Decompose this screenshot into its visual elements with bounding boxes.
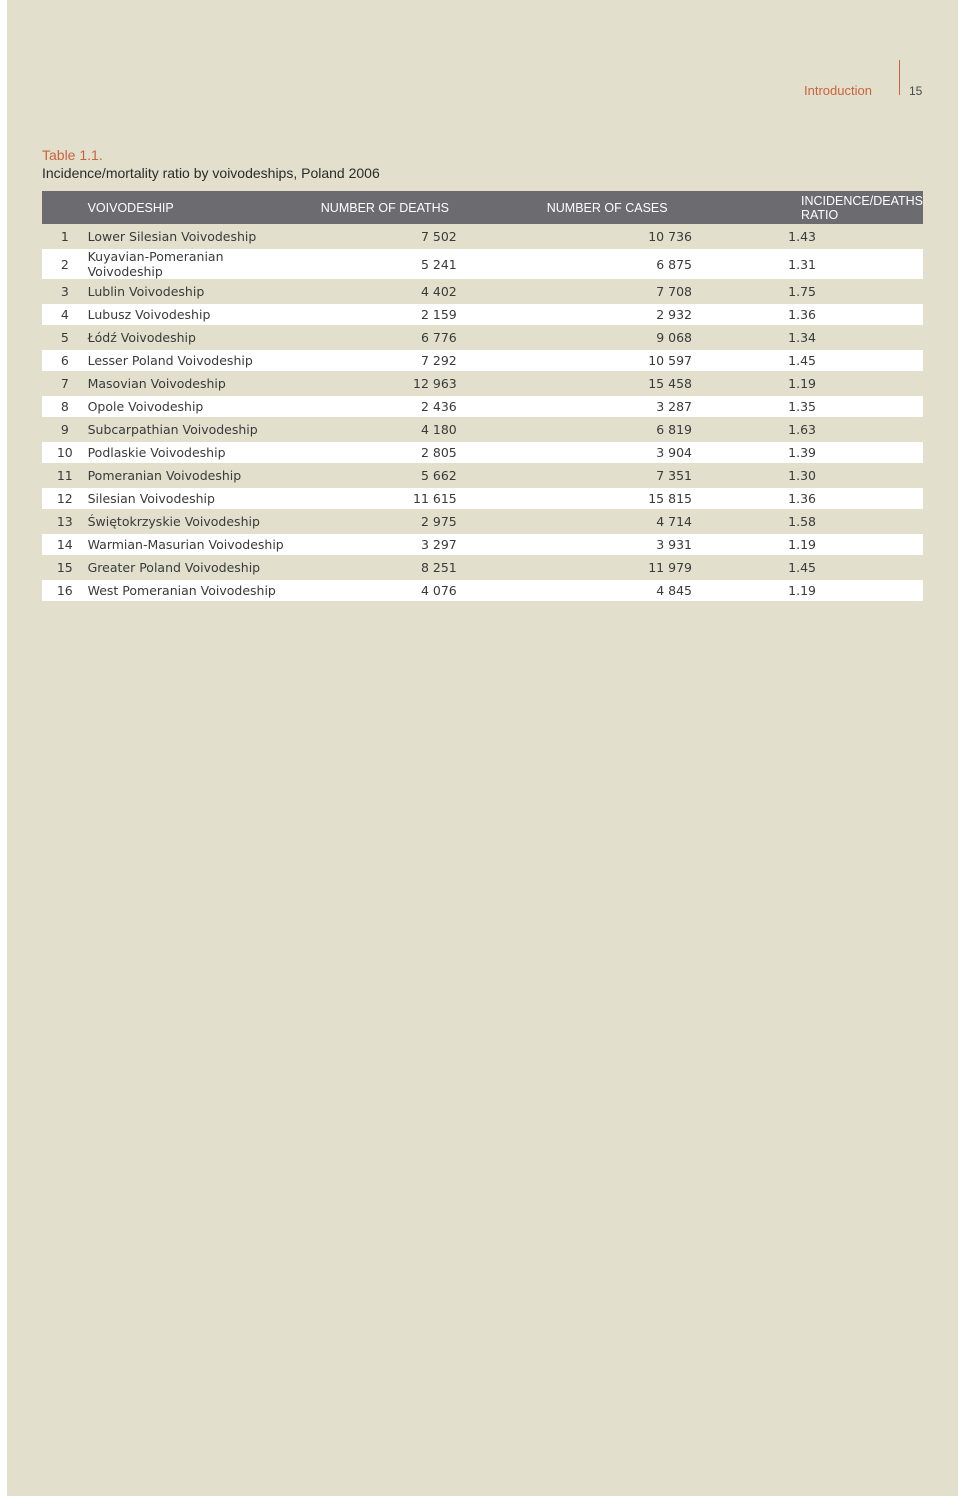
cell-number: 7 bbox=[42, 371, 88, 394]
cell-ratio: 1.36 bbox=[762, 486, 923, 509]
cell-deaths: 6 776 bbox=[301, 325, 532, 348]
column-header-cases: NUMBER OF CASES bbox=[532, 191, 762, 224]
cell-cases: 4 845 bbox=[532, 578, 762, 603]
cell-voivodeship: Lower Silesian Voivodeship bbox=[88, 224, 301, 247]
cell-ratio: 1.31 bbox=[762, 247, 923, 279]
column-header-voivodeship: VOIVODESHIP bbox=[88, 191, 301, 224]
cell-deaths: 4 076 bbox=[301, 578, 532, 603]
cell-deaths: 2 805 bbox=[301, 440, 532, 463]
cell-voivodeship: Subcarpathian Voivodeship bbox=[88, 417, 301, 440]
table-body bbox=[42, 224, 923, 603]
cell-voivodeship: Podlaskie Voivodeship bbox=[88, 440, 301, 463]
cell-ratio: 1.35 bbox=[762, 394, 923, 417]
cell-voivodeship: Łódź Voivodeship bbox=[88, 325, 301, 348]
cell-number: 5 bbox=[42, 325, 88, 348]
column-header-ratio: INCIDENCE/DEATHS RATIO bbox=[762, 191, 923, 224]
cell-number: 4 bbox=[42, 302, 88, 325]
table-row bbox=[42, 325, 923, 348]
cell-ratio: 1.43 bbox=[762, 224, 923, 247]
table-row bbox=[42, 555, 923, 578]
cell-voivodeship: Silesian Voivodeship bbox=[88, 486, 301, 509]
cell-voivodeship: Lublin Voivodeship bbox=[88, 279, 301, 302]
table-caption-label: Table 1.1. bbox=[42, 147, 103, 163]
cell-ratio: 1.19 bbox=[762, 578, 923, 603]
cell-deaths: 12 963 bbox=[301, 371, 532, 394]
cell-number: 16 bbox=[42, 578, 88, 603]
cell-cases: 10 597 bbox=[532, 348, 762, 371]
cell-cases: 15 815 bbox=[532, 486, 762, 509]
column-header-number bbox=[42, 191, 88, 224]
cell-deaths: 4 180 bbox=[301, 417, 532, 440]
running-header-section: Introduction bbox=[804, 83, 872, 98]
cell-voivodeship: Lesser Poland Voivodeship bbox=[88, 348, 301, 371]
cell-cases: 4 714 bbox=[532, 509, 762, 532]
cell-deaths: 2 159 bbox=[301, 302, 532, 325]
table-row bbox=[42, 509, 923, 532]
cell-ratio: 1.75 bbox=[762, 279, 923, 302]
incidence-table bbox=[42, 191, 923, 603]
cell-ratio: 1.19 bbox=[762, 532, 923, 555]
cell-number: 14 bbox=[42, 532, 88, 555]
cell-number: 2 bbox=[42, 247, 88, 279]
cell-number: 11 bbox=[42, 463, 88, 486]
table-row bbox=[42, 348, 923, 371]
cell-voivodeship: Lubusz Voivodeship bbox=[88, 302, 301, 325]
table-header-row bbox=[42, 191, 923, 224]
cell-voivodeship: Greater Poland Voivodeship bbox=[88, 555, 301, 578]
cell-number: 1 bbox=[42, 224, 88, 247]
table-row bbox=[42, 463, 923, 486]
table-header bbox=[42, 191, 923, 224]
cell-voivodeship: West Pomeranian Voivodeship bbox=[88, 578, 301, 603]
cell-ratio: 1.63 bbox=[762, 417, 923, 440]
cell-number: 9 bbox=[42, 417, 88, 440]
table-row bbox=[42, 224, 923, 247]
cell-deaths: 11 615 bbox=[301, 486, 532, 509]
cell-voivodeship: Opole Voivodeship bbox=[88, 394, 301, 417]
table-row bbox=[42, 532, 923, 555]
cell-deaths: 8 251 bbox=[301, 555, 532, 578]
table-row bbox=[42, 371, 923, 394]
cell-cases: 3 287 bbox=[532, 394, 762, 417]
cell-deaths: 7 292 bbox=[301, 348, 532, 371]
document-page bbox=[7, 0, 958, 1496]
cell-cases: 9 068 bbox=[532, 325, 762, 348]
cell-cases: 6 819 bbox=[532, 417, 762, 440]
cell-deaths: 3 297 bbox=[301, 532, 532, 555]
cell-deaths: 2 975 bbox=[301, 509, 532, 532]
table-row bbox=[42, 578, 923, 603]
cell-number: 12 bbox=[42, 486, 88, 509]
cell-ratio: 1.39 bbox=[762, 440, 923, 463]
table-row bbox=[42, 247, 923, 279]
cell-number: 13 bbox=[42, 509, 88, 532]
cell-voivodeship: Warmian-Masurian Voivodeship bbox=[88, 532, 301, 555]
cell-ratio: 1.45 bbox=[762, 555, 923, 578]
cell-cases: 7 351 bbox=[532, 463, 762, 486]
cell-ratio: 1.45 bbox=[762, 348, 923, 371]
cell-number: 6 bbox=[42, 348, 88, 371]
header-divider bbox=[899, 60, 900, 95]
table-caption-title: Incidence/mortality ratio by voivodeships, Poland 2006 bbox=[42, 165, 380, 181]
page-number: 15 bbox=[909, 84, 923, 98]
cell-cases: 3 904 bbox=[532, 440, 762, 463]
table-row bbox=[42, 279, 923, 302]
cell-cases: 2 932 bbox=[532, 302, 762, 325]
table-row bbox=[42, 486, 923, 509]
cell-number: 15 bbox=[42, 555, 88, 578]
cell-number: 8 bbox=[42, 394, 88, 417]
cell-voivodeship: Świętokrzyskie Voivodeship bbox=[88, 509, 301, 532]
cell-deaths: 5 662 bbox=[301, 463, 532, 486]
column-header-deaths: NUMBER OF DEATHS bbox=[301, 191, 532, 224]
cell-deaths: 5 241 bbox=[301, 247, 532, 279]
cell-cases: 7 708 bbox=[532, 279, 762, 302]
table-row bbox=[42, 440, 923, 463]
table-row bbox=[42, 302, 923, 325]
cell-cases: 11 979 bbox=[532, 555, 762, 578]
cell-cases: 3 931 bbox=[532, 532, 762, 555]
cell-voivodeship: Kuyavian-Pomeranian Voivodeship bbox=[88, 247, 301, 279]
cell-deaths: 7 502 bbox=[301, 224, 532, 247]
table-row bbox=[42, 417, 923, 440]
cell-cases: 6 875 bbox=[532, 247, 762, 279]
cell-deaths: 4 402 bbox=[301, 279, 532, 302]
cell-voivodeship: Masovian Voivodeship bbox=[88, 371, 301, 394]
cell-cases: 10 736 bbox=[532, 224, 762, 247]
cell-deaths: 2 436 bbox=[301, 394, 532, 417]
cell-cases: 15 458 bbox=[532, 371, 762, 394]
cell-voivodeship: Pomeranian Voivodeship bbox=[88, 463, 301, 486]
cell-ratio: 1.19 bbox=[762, 371, 923, 394]
cell-number: 3 bbox=[42, 279, 88, 302]
cell-number: 10 bbox=[42, 440, 88, 463]
table-row bbox=[42, 394, 923, 417]
cell-ratio: 1.30 bbox=[762, 463, 923, 486]
cell-ratio: 1.34 bbox=[762, 325, 923, 348]
cell-ratio: 1.36 bbox=[762, 302, 923, 325]
cell-ratio: 1.58 bbox=[762, 509, 923, 532]
